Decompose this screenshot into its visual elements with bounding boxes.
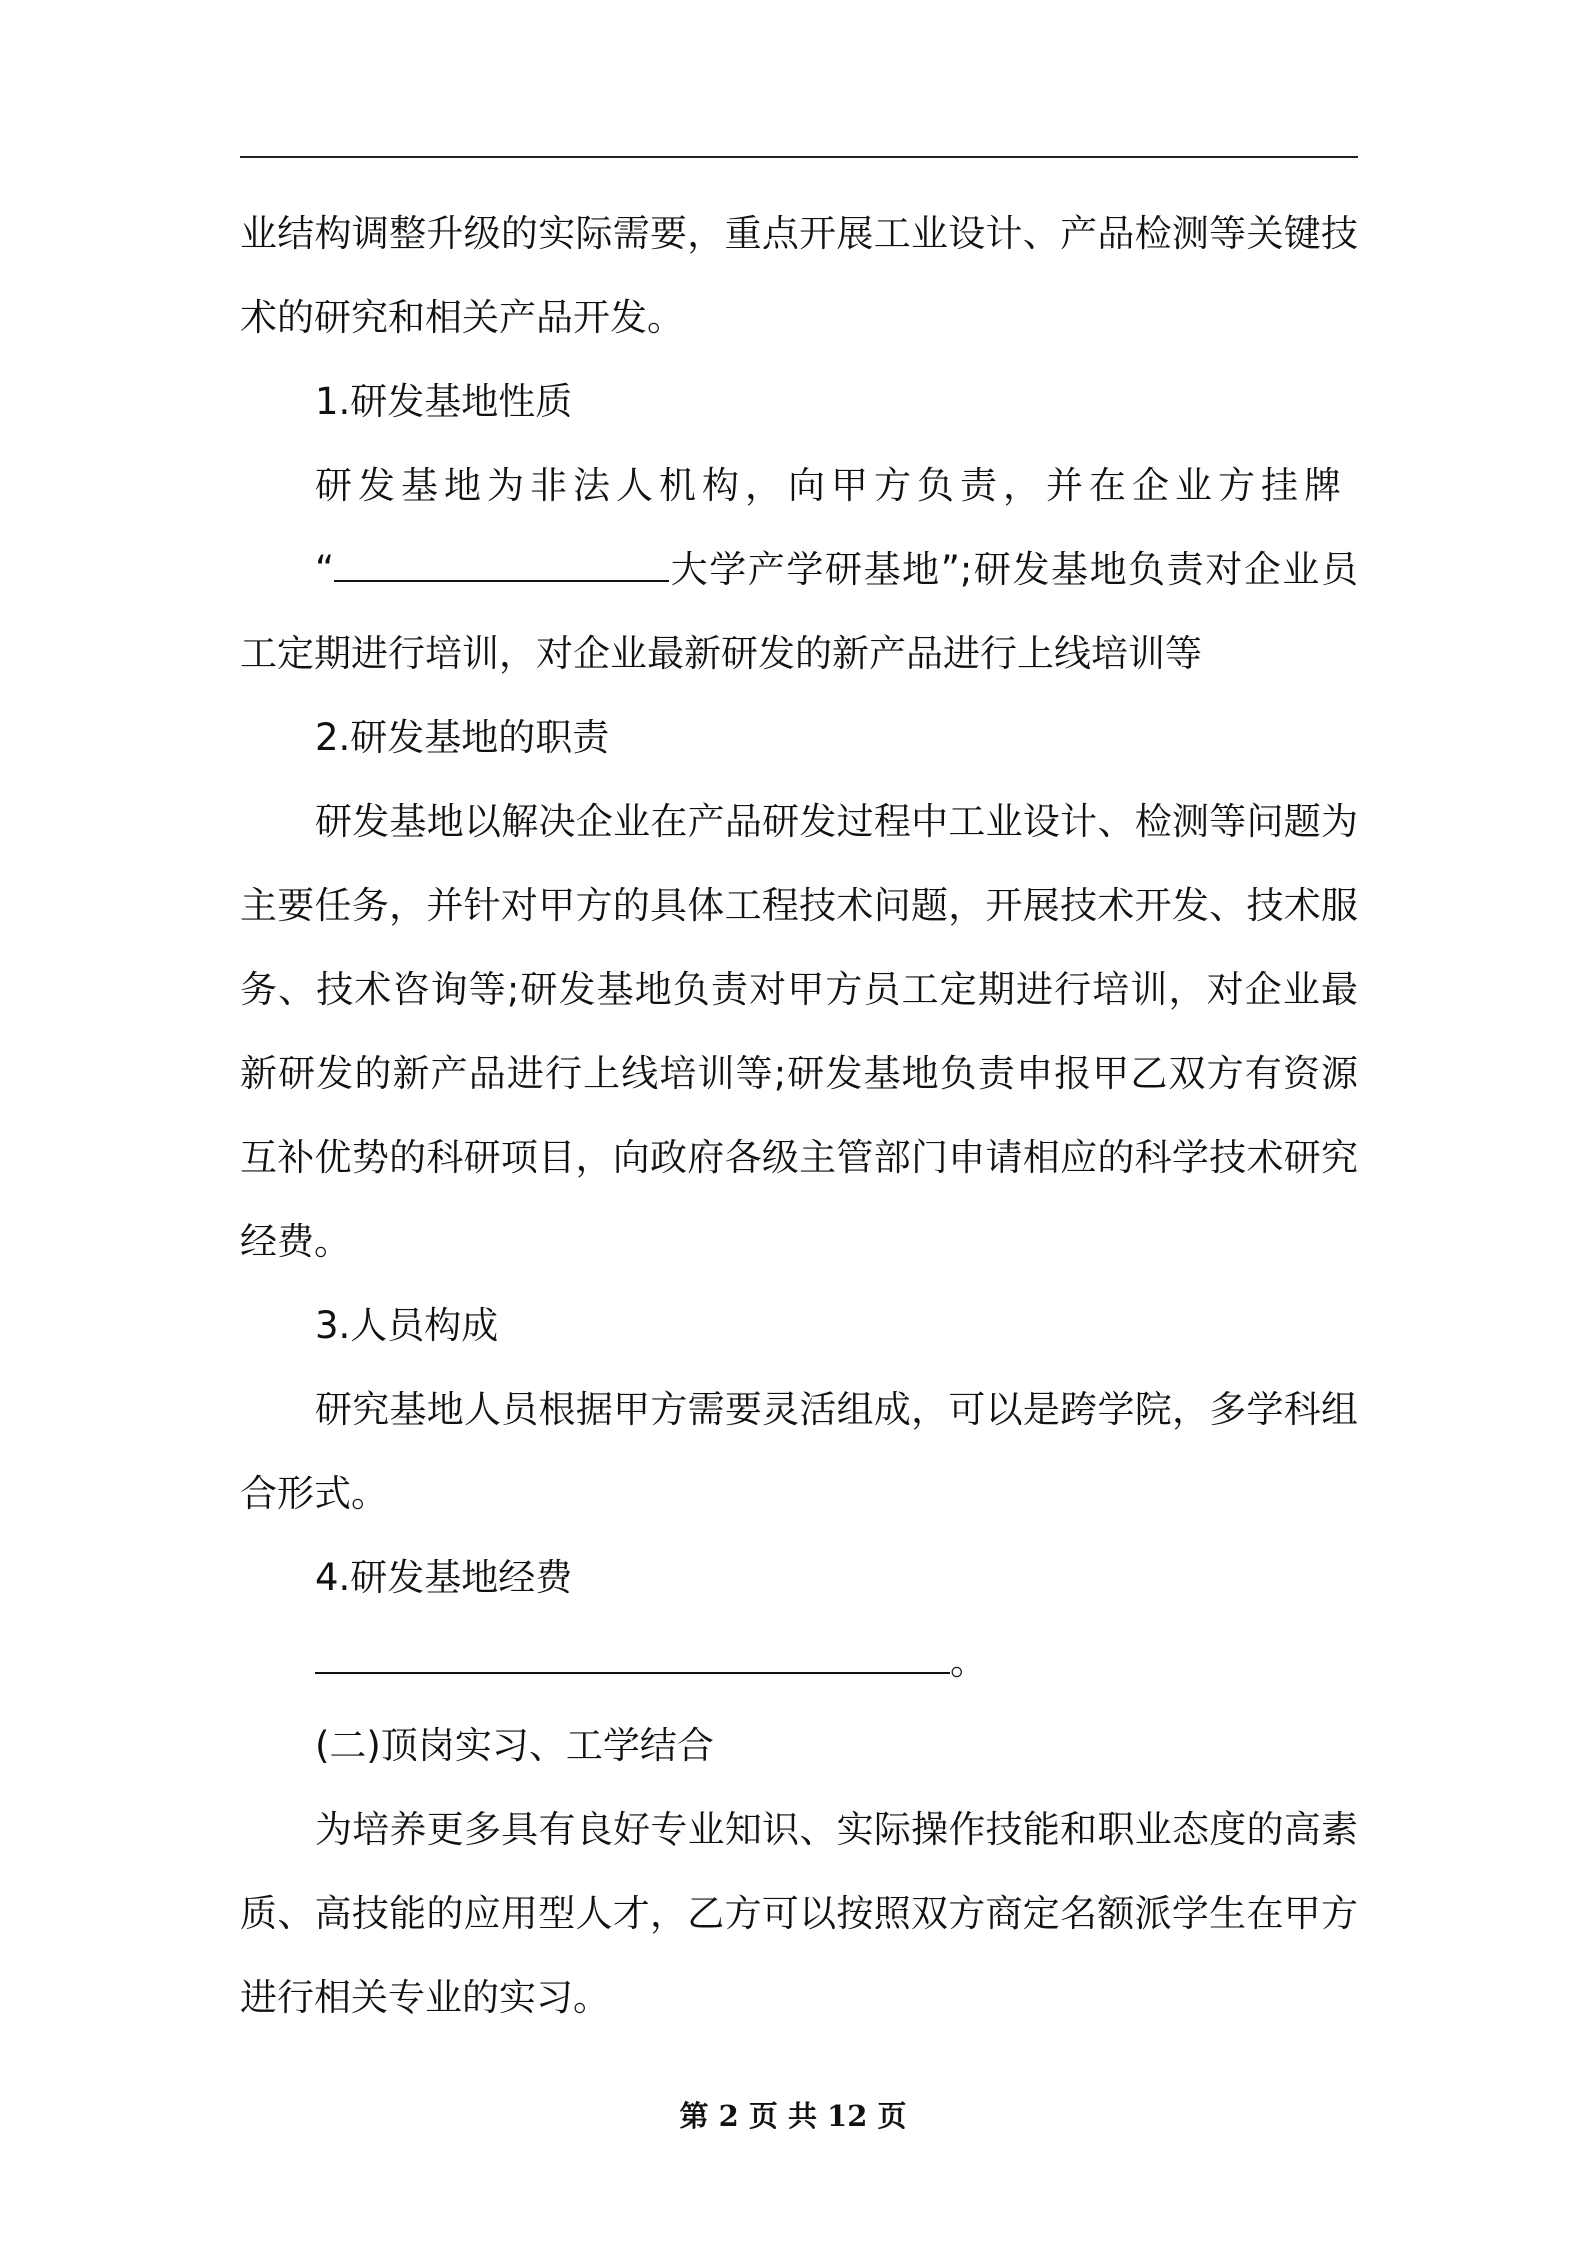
paragraph: 为培养更多具有良好专业知识、实际操作技能和职业态度的高素质、高技能的应用型人才，乙方可以按照双方商定名额派学生在甲方进行相关专业的实习。: [240, 1808, 1358, 2019]
paragraph: 研发基地以解决企业在产品研发过程中工业设计、检测等问题为主要任务，并针对甲方的具体工程技术问题，开展技术开发、技术服务、技术咨询等;研发基地负责对甲方员工定期进行培训，对企业最新研发的新产品进行上线培训等;研发基地负责申报甲乙双方有资源互补优势的科研项目，向政府各级主管部门申请相应的科学技术研究经费。: [240, 800, 1358, 1263]
section-heading: 1.研发基地性质: [315, 380, 573, 423]
paragraph-text: 大学产学研基地”;研发基地负责对企业员工定期进行培训，对企业最新研发的新产品进行上线培训等: [240, 548, 1358, 675]
paragraph: [240, 1620, 1358, 1704]
page-number: 第 2 页 共 12 页: [679, 2099, 907, 2133]
section-heading: 4.研发基地经费: [315, 1556, 573, 1599]
header-rule: [240, 156, 1358, 158]
section-heading: (二)顶岗实习、工学结合: [315, 1724, 714, 1767]
paragraph: [240, 528, 1358, 696]
paragraph: 研究基地人员根据甲方需要灵活组成，可以是跨学院，多学科组合形式。: [240, 1388, 1358, 1515]
section-heading: 2.研发基地的职责: [315, 716, 610, 759]
document-body: [240, 192, 1358, 2040]
section-heading: 3.人员构成: [315, 1304, 499, 1347]
paragraph-text: 。: [950, 1640, 987, 1683]
fill-in-blank: [315, 1642, 950, 1674]
quote-mark: “: [315, 548, 335, 591]
paragraph: 业结构调整升级的实际需要，重点开展工业设计、产品检测等关键技术的研究和相关产品开发。: [240, 212, 1358, 339]
paragraph: 研发基地为非法人机构，向甲方负责，并在企业方挂牌: [315, 464, 1347, 507]
fill-in-blank: [334, 550, 669, 582]
